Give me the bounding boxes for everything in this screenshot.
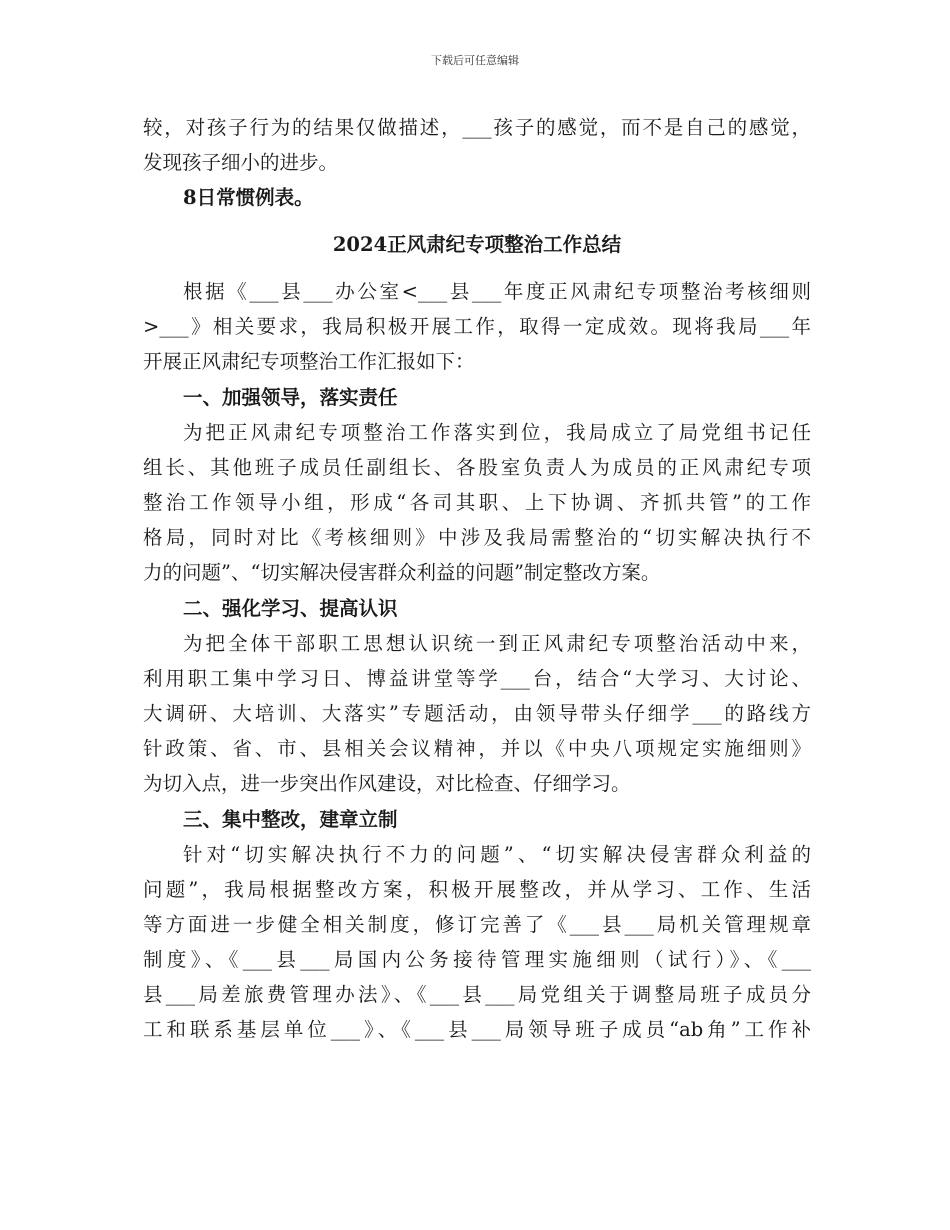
- paragraph-line: 为把全体干部职工思想认识统一到正风肃纪专项整治活动中来，: [183, 632, 811, 655]
- section-heading-1: 一、加强领导，落实责任: [183, 386, 398, 409]
- paragraph-line: 发现孩子细小的进步。: [143, 151, 339, 174]
- document-title: 2024正风肃纪专项整治工作总结: [332, 233, 622, 256]
- paragraph-line: 格局，同时对比《考核细则》中涉及我局需整治的“切实解决执行不: [143, 526, 811, 549]
- paragraph-line: 整治工作领导小组，形成“各司其职、上下协调、齐抓共管”的工作: [143, 491, 811, 514]
- paragraph-line: >___》相关要求，我局积极开展工作，取得一定成效。现将我局___年: [143, 315, 811, 338]
- paragraph-line: 问题”，我局根据整改方案，积极开展整改，并从学习、工作、生活: [143, 878, 811, 901]
- paragraph-line: 制度》、《___县___局国内公务接待管理实施细则（试行）》、《___: [143, 948, 811, 971]
- paragraph-line: 等方面进一步健全相关制度，修订完善了《___县___局机关管理规章: [143, 913, 811, 936]
- paragraph-line: 针对“切实解决执行不力的问题”、“切实解决侵害群众利益的: [183, 843, 811, 866]
- section-heading-2: 二、强化学习、提高认识: [183, 597, 398, 620]
- paragraph-line: 为把正风肃纪专项整治工作落实到位，我局成立了局党组书记任: [183, 421, 811, 444]
- paragraph-line: 组长、其他班子成员任副组长、各股室负责人为成员的正风肃纪专项: [143, 456, 811, 479]
- paragraph-line: 工和联系基层单位___》、《___县___局领导班子成员“ab角”工作补: [143, 1018, 811, 1041]
- paragraph-line: 力的问题”、“切实解决侵害群众利益的问题”制定整改方案。: [143, 561, 661, 584]
- paragraph-line: 开展正风肃纪专项整治工作汇报如下：: [143, 350, 475, 373]
- list-item-8: 8日常惯例表。: [183, 186, 314, 209]
- paragraph-line: 针政策、省、市、县相关会议精神，并以《中央八项规定实施细则》: [143, 737, 811, 760]
- section-heading-3: 三、集中整改，建章立制: [183, 808, 398, 831]
- paragraph-line: 较，对孩子行为的结果仅做描述，___孩子的感觉，而不是自己的感觉，: [143, 116, 811, 139]
- paragraph-line: 根据《___县___办公室<___县___年度正风肃纪专项整治考核细则: [183, 280, 811, 303]
- paragraph-line: 利用职工集中学习日、博益讲堂等学___台，结合“大学习、大讨论、: [143, 667, 811, 690]
- page-header-note: 下载后可任意编辑: [431, 54, 519, 67]
- paragraph-line: 为切入点，进一步突出作风建设，对比检查、仔细学习。: [143, 772, 631, 795]
- document-body: [143, 110, 811, 1047]
- paragraph-line: 县___局差旅费管理办法》、《___县___局党组关于调整局班子成员分: [143, 983, 811, 1006]
- paragraph-line: 大调研、大培训、大落实”专题活动，由领导带头仔细学___的路线方: [143, 702, 811, 725]
